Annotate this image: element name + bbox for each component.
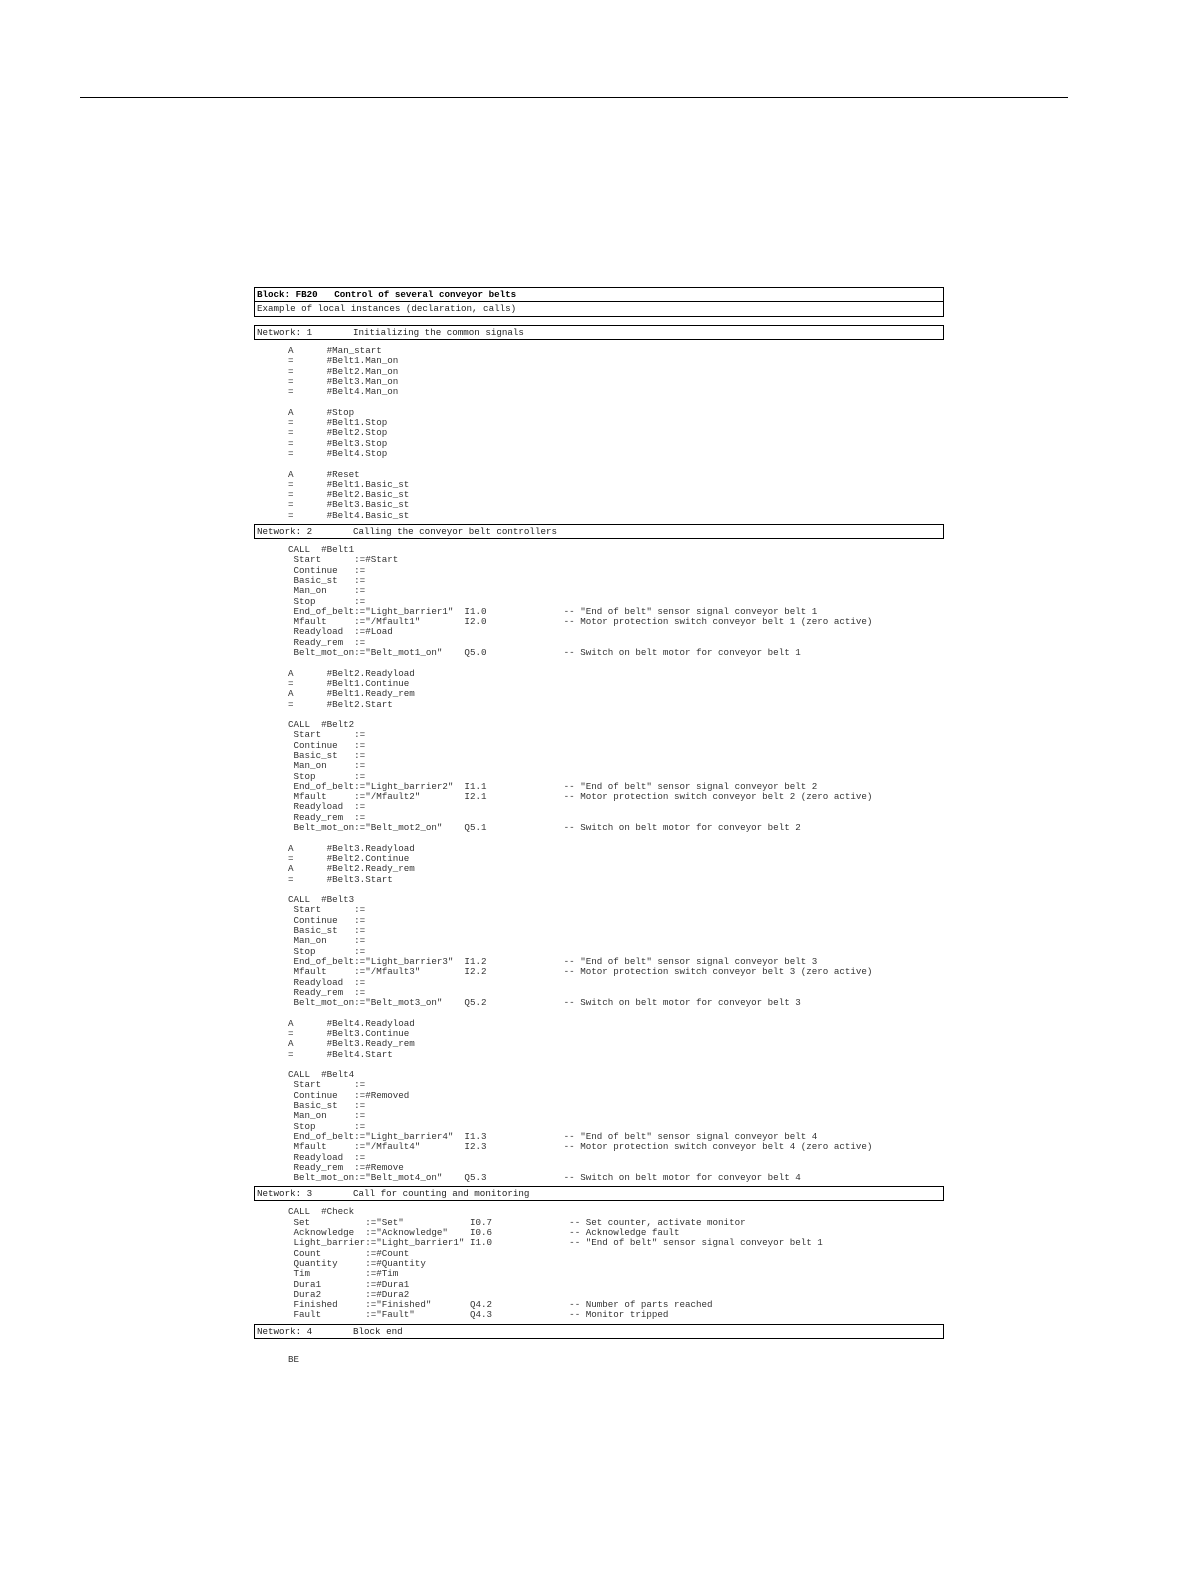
network-body — [288, 1201, 944, 1323]
code-line: = #Belt4.Man_on — [288, 386, 399, 398]
code-line: Dura2 :=#Dura2 — [288, 1288, 410, 1300]
block-comment: Example of local instances (declaration, calls) — [254, 302, 944, 317]
code-line: Start :=#Start — [288, 554, 399, 566]
network-header — [254, 1186, 944, 1201]
code-line: Ready_rem :=#Remove — [288, 1161, 404, 1173]
code-line: Start := — [288, 904, 366, 916]
blank-line — [288, 1060, 944, 1070]
code-line: Readyload := — [288, 801, 366, 813]
code-line: Continue := — [288, 564, 366, 576]
code-line: A #Belt2.Ready_rem — [288, 863, 415, 875]
code-line: Mfault :="/Mfault3" I2.2 -- Motor protection switch conveyor belt 3 (zero active) — [288, 966, 873, 978]
code-line: Man_on := — [288, 1110, 366, 1122]
network-body — [288, 1339, 944, 1369]
code-line: = #Belt1.Stop — [288, 417, 388, 429]
code-line: End_of_belt:="Light_barrier4" I1.3 -- "End of belt" sensor signal conveyor belt 4 — [288, 1130, 818, 1142]
network-list — [254, 325, 944, 1368]
code-line: Fault :="Fault" Q4.3 -- Monitor tripped — [288, 1309, 669, 1321]
code-line: Finished :="Finished" Q4.2 -- Number of parts reached — [288, 1299, 713, 1311]
blank-line — [288, 459, 944, 469]
code-line: End_of_belt:="Light_barrier3" I1.2 -- "End of belt" sensor signal conveyor belt 3 — [288, 955, 818, 967]
blank-line — [288, 710, 944, 720]
network-header — [254, 1324, 944, 1339]
code-line: = #Belt4.Stop — [288, 447, 388, 459]
code-line: Belt_mot_on:="Belt_mot1_on" Q5.0 -- Switch on belt motor for conveyor belt 1 — [288, 647, 801, 659]
code-line: Basic_st := — [288, 1100, 366, 1112]
code-line: End_of_belt:="Light_barrier2" I1.1 -- "End of belt" sensor signal conveyor belt 2 — [288, 780, 818, 792]
code-line: Belt_mot_on:="Belt_mot2_on" Q5.1 -- Switch on belt motor for conveyor belt 2 — [288, 822, 801, 834]
code-line: Start := — [288, 1079, 366, 1091]
blank-line — [288, 1345, 944, 1355]
code-line: = #Belt1.Continue — [288, 677, 410, 689]
code-line: Man_on := — [288, 585, 366, 597]
code-line: = #Belt2.Basic_st — [288, 489, 410, 501]
code-line: Continue :=#Removed — [288, 1089, 410, 1101]
code-line: Readyload :=#Load — [288, 626, 393, 638]
network-body — [288, 539, 944, 1186]
code-line: Dura1 :=#Dura1 — [288, 1278, 410, 1290]
code-line: Acknowledge :="Acknowledge" I0.6 -- Acknowledge fault — [288, 1227, 680, 1239]
code-line: = #Belt3.Man_on — [288, 375, 399, 387]
network-header — [254, 524, 944, 539]
code-line: Quantity :=#Quantity — [288, 1257, 426, 1269]
code-line: Stop := — [288, 770, 366, 782]
network-number: Network: 3 — [257, 1188, 313, 1200]
code-line: A #Reset — [288, 468, 360, 480]
code-line: = #Belt3.Continue — [288, 1028, 410, 1039]
code-line: Belt_mot_on:="Belt_mot4_on" Q5.3 -- Switch on belt motor for conveyor belt 4 — [288, 1172, 801, 1184]
network-title: Calling the conveyor belt controllers — [353, 526, 557, 538]
code-line: BE — [288, 1354, 300, 1366]
code-line: = #Belt4.Basic_st — [288, 509, 410, 521]
network-body — [288, 340, 944, 524]
network-number: Network: 2 — [257, 526, 313, 538]
blank-line — [288, 885, 944, 895]
code-line: Man_on := — [288, 760, 366, 772]
code-line: = #Belt2.Start — [288, 698, 393, 710]
code-line: CALL #Belt4 — [288, 1069, 355, 1081]
network-title: Block end — [353, 1325, 403, 1337]
code-line: A #Man_start — [288, 345, 382, 356]
block-header: Block: FB20 Control of several conveyor belts — [254, 287, 944, 302]
network-header — [254, 325, 944, 340]
code-line: Count :=#Count — [288, 1247, 410, 1259]
code-line: Man_on := — [288, 935, 366, 947]
code-line: Readyload := — [288, 1151, 366, 1163]
code-line: CALL #Belt1 — [288, 544, 355, 556]
code-line: Start := — [288, 729, 366, 741]
code-line: Belt_mot_on:="Belt_mot3_on" Q5.2 -- Switch on belt motor for conveyor belt 3 — [288, 997, 801, 1009]
code-line: Continue := — [288, 914, 366, 926]
network-title: Initializing the common signals — [353, 327, 524, 338]
code-line: Mfault :="/Mfault1" I2.0 -- Motor protection switch conveyor belt 1 (zero active) — [288, 616, 873, 628]
code-line: End_of_belt:="Light_barrier1" I1.0 -- "End of belt" sensor signal conveyor belt 1 — [288, 605, 818, 617]
network-title: Call for counting and monitoring — [353, 1188, 530, 1200]
code-line: CALL #Check — [288, 1206, 355, 1218]
code-line: Stop := — [288, 595, 366, 607]
code-line: = #Belt3.Stop — [288, 437, 388, 449]
code-line: Stop := — [288, 945, 366, 957]
blank-line — [288, 397, 944, 407]
code-line: CALL #Belt3 — [288, 894, 355, 906]
code-line: Ready_rem := — [288, 986, 366, 998]
code-line: Basic_st := — [288, 574, 366, 586]
code-line: Basic_st := — [288, 749, 366, 761]
code-line: Mfault :="/Mfault2" I2.1 -- Motor protection switch conveyor belt 2 (zero active) — [288, 791, 873, 803]
code-line: = #Belt2.Man_on — [288, 365, 399, 377]
code-line: A #Belt3.Ready_rem — [288, 1038, 415, 1050]
stl-listing — [254, 287, 944, 1368]
code-line: A #Belt1.Ready_rem — [288, 688, 415, 700]
code-line: Continue := — [288, 739, 366, 751]
code-line: = #Belt1.Man_on — [288, 355, 399, 367]
page-top-rule — [80, 97, 1068, 98]
code-line: A #Belt3.Readyload — [288, 842, 415, 854]
network-number: Network: 4 — [257, 1325, 313, 1337]
code-line: = #Belt2.Stop — [288, 427, 388, 439]
code-line: Set :="Set" I0.7 -- Set counter, activate monitor — [288, 1216, 746, 1228]
code-line: Ready_rem := — [288, 811, 366, 823]
code-line: A #Stop — [288, 406, 355, 418]
code-line: = #Belt3.Basic_st — [288, 499, 410, 511]
code-line: CALL #Belt2 — [288, 719, 355, 731]
code-line: = #Belt2.Continue — [288, 852, 410, 864]
network-number: Network: 1 — [257, 327, 313, 338]
code-line: A #Belt4.Readyload — [288, 1017, 415, 1029]
code-line: = #Belt3.Start — [288, 873, 393, 885]
code-line: Stop := — [288, 1120, 366, 1132]
code-line: Basic_st := — [288, 925, 366, 937]
code-line: = #Belt4.Start — [288, 1048, 393, 1060]
code-line: Mfault :="/Mfault4" I2.3 -- Motor protection switch conveyor belt 4 (zero active) — [288, 1141, 873, 1153]
code-line: Tim :=#Tim — [288, 1268, 399, 1280]
code-line: A #Belt2.Readyload — [288, 667, 415, 679]
code-line: = #Belt1.Basic_st — [288, 478, 410, 490]
code-line: Readyload := — [288, 976, 366, 988]
code-line: Light_barrier:="Light_barrier1" I1.0 -- "End of belt" sensor signal conveyor belt 1 — [288, 1237, 823, 1249]
code-line: Ready_rem := — [288, 636, 366, 648]
